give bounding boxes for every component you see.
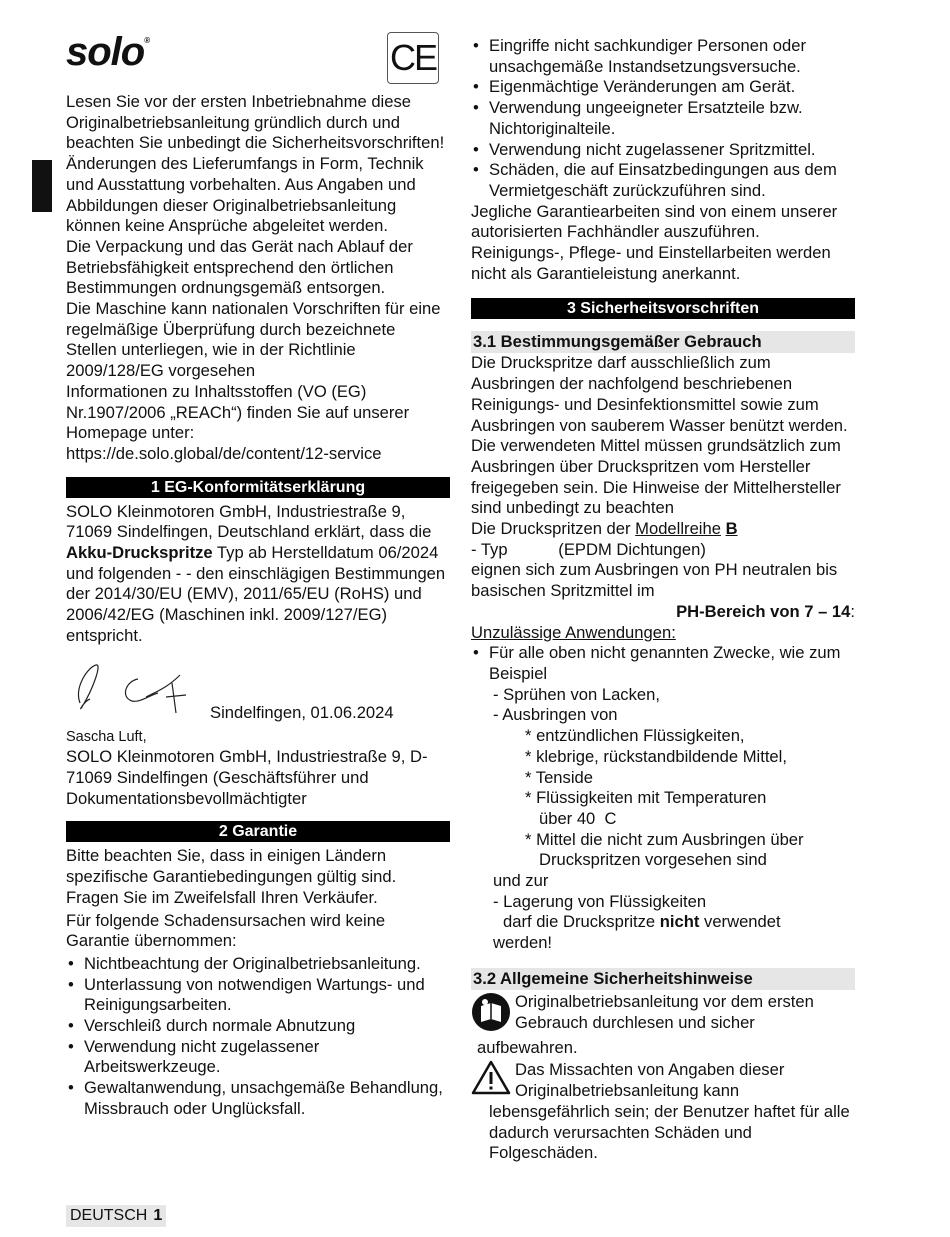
subsection-3-1-heading: 3.1 Bestimmungsgemäßer Gebrauch (471, 331, 855, 353)
prohibited-uses-list (471, 643, 855, 684)
intended-use-text: eignen sich zum Ausbringen von PH neutralen bis basischen Spritzmittel im (471, 560, 838, 601)
hint-text: Das Missachten von Angaben dieser Originalbetriebsanleitung kann (515, 1060, 785, 1100)
intended-use-text: Die Druckspritze darf ausschließlich zum Ausbringen der nachfolgend beschriebenen Reinigungs- und Desinfektionsmittel sowie zum Ausbringen von sauberem Wasser benützt werden. Die verwendeten Mittel müssen grundsätzlich zum Ausbringen über Druckspritzen vom Hersteller freigegeben sein. Die Hinweise der Mittelhersteller sind unbedingt zu beachten (471, 353, 848, 518)
intro-paragraph: Die Maschine kann nationalen Vorschriften für eine regelmäßige Überprüfung durch bezeichnete Stellen unterliegen, wie in der Richtlinie 2009/128/EG vorgesehen (66, 299, 441, 381)
warranty-text: Für folgende Schadensursachen wird keine Garantie übernommen: (66, 910, 386, 951)
list-item: • Gewaltanwendung, unsachgemäße Behandlung, Missbrauch oder Unglücksfall. (66, 1078, 450, 1119)
detail-line: darf die Druckspritze nicht verwendet (503, 912, 781, 932)
list-item: • Schäden, die auf Einsatzbedingungen aus dem Vermietgeschäft zurückzuführen sind. (471, 160, 855, 201)
section-3-heading: 3 Sicherheitsvorschriften (471, 298, 855, 319)
type-line: - Typ (EPDM Dichtungen) (471, 539, 706, 559)
detail-line: Druckspritzen vorgesehen sind (539, 850, 767, 870)
detail-line: und zur (493, 871, 549, 891)
section-1-heading: 1 EG-Konformitätserklärung (66, 477, 450, 498)
service-link[interactable]: https://de.solo.global/de/content/12-service (66, 443, 382, 463)
subsection-3-2-heading: 3.2 Allgemeine Sicherheitshinweise (471, 968, 855, 990)
right-column (471, 36, 855, 1164)
intro-paragraph: Lesen Sie vor der ersten Inbetriebnahme diese Originalbetriebsanleitung gründlich durch und beachten Sie unbedingt die Sicherheitsvorschriften! (66, 92, 445, 153)
intro-paragraph: Die Verpackung und das Gerät nach Ablauf der Betriebsfähigkeit entsprechend den örtlichen Bestimmungen ordnungsgemäß entsorgen. (66, 236, 413, 298)
safety-hint-manual (471, 992, 855, 1038)
prohibited-uses-details (471, 685, 855, 954)
hint-text: Originalbetriebsanleitung vor dem ersten Gebrauch durchlesen und sicher (515, 991, 814, 1032)
solo-logo: solo® (66, 30, 150, 74)
warranty-exclusions-list-continued (471, 36, 855, 202)
signature-place-date: Sindelfingen, 01.06.2024 (210, 702, 394, 722)
list-item: • Verwendung nicht zugelassener Spritzmittel. (471, 140, 855, 161)
detail-line: - Lagerung von Flüssigkeiten (493, 891, 707, 911)
read-manual-icon (471, 992, 515, 1038)
list-item: • Nichtbeachtung der Originalbetriebsanleitung. (66, 954, 450, 975)
hint-text: aufbewahren. (477, 1037, 578, 1057)
page-number: 1 (153, 1207, 163, 1224)
list-item: • Eingriffe nicht sachkundiger Personen oder unsachgemäße Instandsetzungsversuche. (471, 36, 855, 77)
signature-image (68, 657, 198, 717)
detail-line: über 40 C (539, 808, 617, 828)
list-item: • Verschleiß durch normale Abnutzung (66, 1016, 450, 1037)
model-series-line: Die Druckspritzen der Modellreihe B (471, 519, 738, 539)
list-item: • Verwendung ungeeigneter Ersatzteile bzw. Nichtoriginalteile. (471, 98, 855, 139)
section-2-heading: 2 Garantie (66, 821, 450, 842)
warranty-exclusions-list (66, 954, 450, 1120)
list-item: • Für alle oben nicht genannten Zwecke, wie zum Beispiel (471, 643, 855, 684)
intro-paragraph: Änderungen des Lieferumfangs in Form, Technik und Ausstattung vorbehalten. Aus Angaben und Abbildungen dieser Originalbetriebsanleitung können keine Ansprüche abgeleitet werden. (66, 154, 424, 236)
warranty-text: Bitte beachten Sie, dass in einigen Ländern spezifische Garantiebedingungen gültig sind. Fragen Sie im Zweifelsfall Ihren Verkäufer. (66, 846, 397, 907)
detail-line: * Flüssigkeiten mit Temperaturen (525, 788, 767, 808)
ph-range: PH-Bereich von 7 – 14: (676, 601, 855, 621)
detail-line: * Tenside (525, 767, 593, 787)
signer-name: Sascha Luft, (66, 728, 147, 745)
left-column (66, 92, 450, 1120)
warranty-text: Jegliche Garantiearbeiten sind von einem unserer autorisierten Fachhändler auszuführen. Reinigungs-, Pflege- und Einstellarbeiten werden nicht als Garantieleistung anerkannt. (471, 201, 838, 283)
detail-line: * Mittel die nicht zum Ausbringen über (525, 829, 804, 849)
detail-line: - Sprühen von Lacken, (493, 684, 660, 704)
warning-triangle-icon (471, 1060, 515, 1102)
ce-mark: CE (387, 32, 439, 84)
signature-block (66, 657, 450, 727)
list-item: • Unterlassung von notwendigen Wartungs- und Reinigungsarbeiten. (66, 975, 450, 1016)
language-tab-marker (32, 160, 52, 212)
page-footer (66, 1205, 166, 1227)
detail-line: werden! (493, 933, 553, 953)
intro-paragraph: Informationen zu Inhaltsstoffen (VO (EG) Nr.1907/2006 „REACh“) finden Sie auf unserer Homepage unter: (66, 381, 410, 443)
signer-organization: SOLO Kleinmotoren GmbH, Industriestraße 9, D-71069 Sindelfingen (Geschäftsführer und Dokumentationsbevollmächtigter (66, 747, 428, 808)
list-item: • Eigenmächtige Veränderungen am Gerät. (471, 77, 855, 98)
prohibited-uses-heading: Unzulässige Anwendungen: (471, 622, 676, 642)
safety-hint-warning (471, 1060, 855, 1102)
list-item: • Verwendung nicht zugelassener Arbeitswerkzeuge. (66, 1037, 450, 1078)
detail-line: * entzündlichen Flüssigkeiten, (525, 726, 745, 746)
detail-line: - Ausbringen von (493, 705, 618, 725)
conformity-text: SOLO Kleinmotoren GmbH, Industriestraße 9, 71069 Sindelfingen, Deutschland erklärt, dass die Akku-Druckspritze Typ ab Herstelldatum 06/2024 und folgenden - - den einschlägigen Bestimmungen der 2014/30/EU (EMV), 2011/65/EU (RoHS) und 2006/42/EG (Maschinen inkl. 2009/127/EG) entspricht. (66, 501, 446, 645)
hint-text: lebensgefährlich sein; der Benutzer haftet für alle dadurch verursachten Schäden und Folgeschäden. (489, 1101, 850, 1163)
detail-line: * klebrige, rückstandbildende Mittel, (525, 746, 787, 766)
footer-language: DEUTSCH (70, 1207, 148, 1224)
